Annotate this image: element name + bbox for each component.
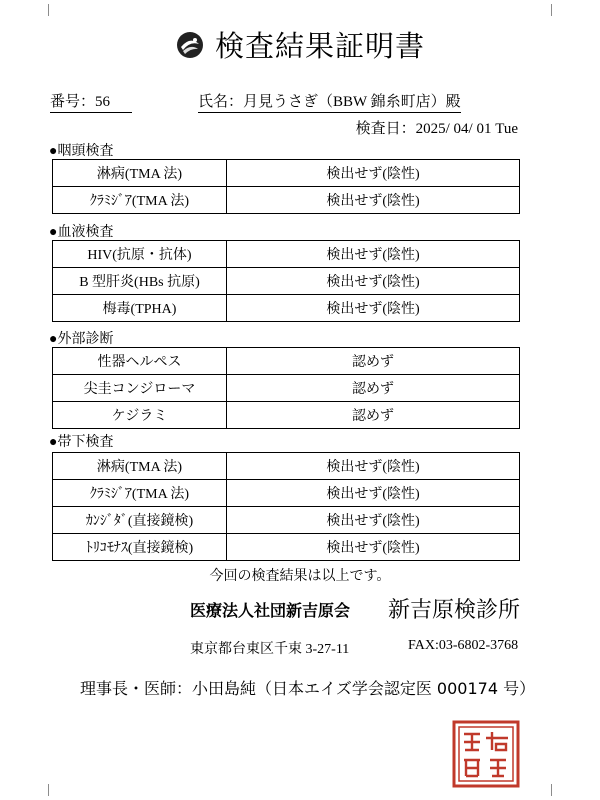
director-signature-line: 理事長・医師：小田島純（日本エイズ学会認定医 000174 号） — [80, 679, 536, 698]
test-result: 検出せず(陰性) — [227, 453, 520, 480]
test-name: ﾄﾘｺﾓﾅｽ(直接鏡検) — [53, 534, 227, 561]
test-name: 淋病(TMA 法) — [53, 160, 227, 187]
test-name: 性器ヘルペス — [53, 348, 227, 375]
clinic-fax: FAX:03-6802-3768 — [408, 638, 519, 653]
test-result: 検出せず(陰性) — [227, 268, 520, 295]
crop-mark-top-left — [36, 4, 49, 16]
test-result: 検出せず(陰性) — [227, 160, 520, 187]
test-name: 梅毒(TPHA) — [53, 295, 227, 322]
test-result: 検出せず(陰性) — [227, 507, 520, 534]
clinic-name: 新吉原検診所 — [388, 597, 521, 622]
test-result: 検出せず(陰性) — [227, 295, 520, 322]
organization-name: 医療法人社団新吉原会 — [190, 601, 351, 620]
results-table-blood — [52, 240, 520, 322]
document-title: 検査結果証明書 — [214, 29, 425, 63]
test-name: HIV(抗原・抗体) — [53, 241, 227, 268]
table-row — [53, 348, 520, 375]
test-result: 認めず — [227, 402, 520, 429]
table-row — [53, 268, 520, 295]
table-row — [53, 453, 520, 480]
results-table-external — [52, 347, 520, 429]
table-row — [53, 375, 520, 402]
crop-mark-bottom-right — [551, 784, 564, 796]
recipient-name: 氏名：月見うさぎ（BBW 錦糸町店）殿 — [198, 90, 461, 113]
table-row — [53, 507, 520, 534]
section-heading-discharge: ●帯下検査 — [49, 435, 114, 450]
test-name: 淋病(TMA 法) — [53, 453, 227, 480]
crop-mark-top-right — [551, 4, 564, 16]
document-header — [0, 24, 600, 65]
clinic-logo-icon — [175, 30, 205, 60]
test-result: 検出せず(陰性) — [227, 480, 520, 507]
section-heading-blood: ●血液検査 — [49, 225, 114, 240]
test-name: ケジラミ — [53, 402, 227, 429]
test-name: ｸﾗﾐｼﾞｱ(TMA 法) — [53, 187, 227, 214]
test-name: ｸﾗﾐｼﾞｱ(TMA 法) — [53, 480, 227, 507]
table-row — [53, 160, 520, 187]
results-table-throat — [52, 159, 520, 214]
exam-date: 検査日：2025/ 04/ 01 Tue — [355, 121, 518, 137]
test-result: 検出せず(陰性) — [227, 534, 520, 561]
test-result: 認めず — [227, 375, 520, 402]
table-row — [53, 534, 520, 561]
table-row — [53, 480, 520, 507]
test-result: 検出せず(陰性) — [227, 187, 520, 214]
results-table-discharge — [52, 452, 520, 561]
test-result: 検出せず(陰性) — [227, 241, 520, 268]
test-name: 尖圭コンジローマ — [53, 375, 227, 402]
clinic-address: 東京都台東区千束 3-27-11 — [190, 642, 350, 657]
closing-statement: 今回の検査結果は以上です。 — [209, 569, 391, 584]
crop-mark-bottom-left — [36, 784, 49, 796]
table-row — [53, 295, 520, 322]
official-seal-stamp — [452, 720, 520, 788]
table-row — [53, 187, 520, 214]
section-heading-throat: ●咽頭検査 — [49, 144, 114, 159]
document-number: 番号：56 — [50, 90, 132, 113]
table-row — [53, 241, 520, 268]
test-name: ｶﾝｼﾞﾀﾞ(直接鏡検) — [53, 507, 227, 534]
table-row — [53, 402, 520, 429]
section-heading-external: ●外部診断 — [49, 332, 114, 347]
test-name: B 型肝炎(HBs 抗原) — [53, 268, 227, 295]
test-result: 認めず — [227, 348, 520, 375]
